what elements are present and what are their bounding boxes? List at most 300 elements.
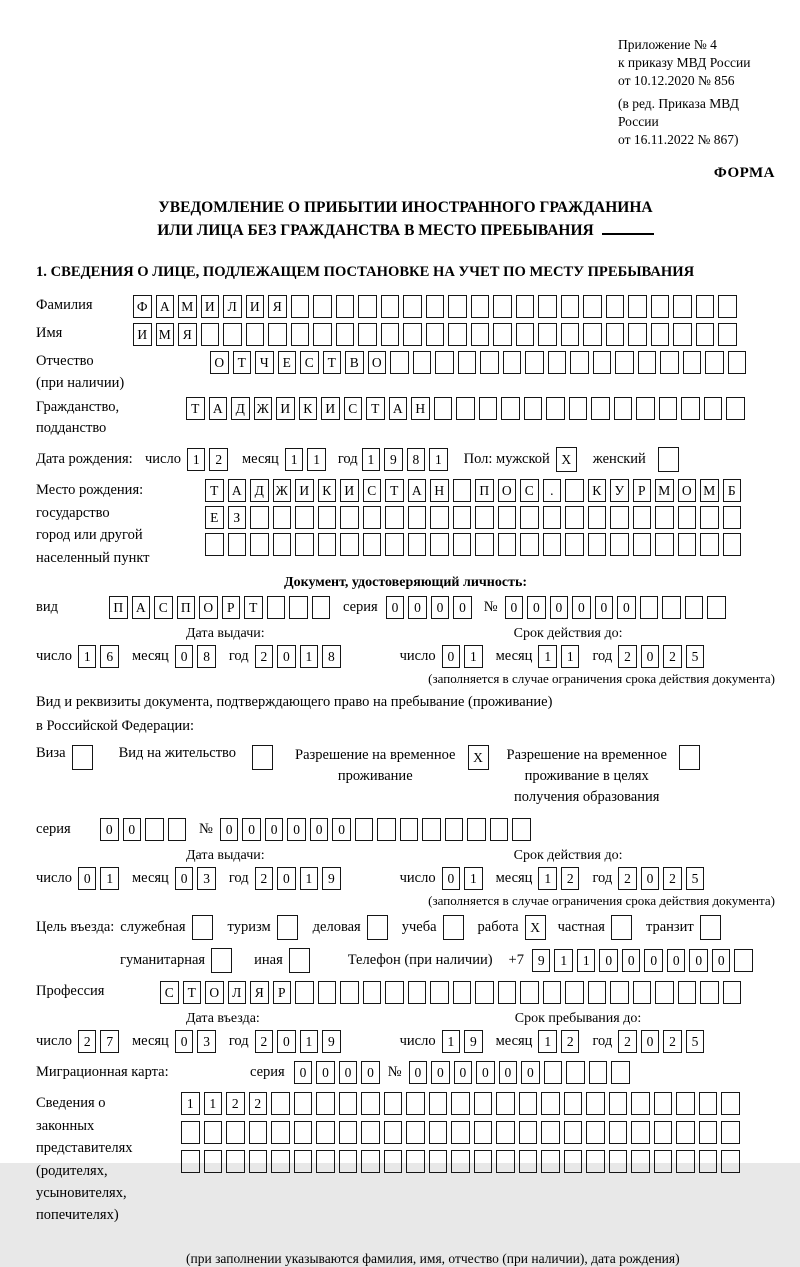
stay-day-cells[interactable]	[442, 1030, 487, 1053]
char-cell[interactable]	[451, 1092, 470, 1115]
char-cell[interactable]: А	[209, 397, 228, 420]
char-cell[interactable]	[525, 351, 544, 374]
char-cell[interactable]	[226, 1150, 245, 1173]
purpose-humanitarian-checkbox[interactable]	[211, 948, 236, 973]
char-cell[interactable]	[501, 397, 520, 420]
char-cell[interactable]: О	[498, 479, 517, 502]
char-cell[interactable]	[728, 351, 747, 374]
char-cell[interactable]	[583, 295, 602, 318]
char-cell[interactable]	[268, 323, 287, 346]
char-cell[interactable]	[546, 397, 565, 420]
char-cell[interactable]: А	[132, 596, 151, 619]
birth-month-cells[interactable]	[285, 448, 330, 471]
char-cell[interactable]	[586, 1121, 605, 1144]
char-cell[interactable]	[564, 1150, 583, 1173]
char-cell[interactable]	[363, 981, 382, 1004]
char-cell[interactable]	[633, 533, 652, 556]
mc-number-cells[interactable]	[409, 1061, 634, 1084]
char-cell[interactable]: 2	[561, 867, 580, 890]
char-cell[interactable]	[516, 323, 535, 346]
char-cell[interactable]: В	[345, 351, 364, 374]
birth-year-cells[interactable]	[362, 448, 452, 471]
char-cell[interactable]: 2	[618, 1030, 637, 1053]
valid2-month-cells[interactable]	[538, 867, 583, 890]
char-cell[interactable]: С	[520, 479, 539, 502]
char-cell[interactable]: 0	[521, 1061, 540, 1084]
char-cell[interactable]	[340, 533, 359, 556]
char-cell[interactable]: 1	[307, 448, 326, 471]
char-cell[interactable]	[658, 447, 679, 472]
char-cell[interactable]	[471, 323, 490, 346]
entry-year-cells[interactable]	[255, 1030, 345, 1053]
char-cell[interactable]	[429, 1150, 448, 1173]
char-cell[interactable]: 1	[464, 867, 483, 890]
char-cell[interactable]	[654, 1121, 673, 1144]
issue1-month-cells[interactable]	[175, 645, 220, 668]
char-cell[interactable]: 0	[641, 1030, 660, 1053]
char-cell[interactable]	[676, 1150, 695, 1173]
char-cell[interactable]	[192, 915, 213, 940]
res-number-cells[interactable]	[220, 818, 535, 841]
char-cell[interactable]: И	[133, 323, 152, 346]
char-cell[interactable]: 0	[277, 1030, 296, 1053]
char-cell[interactable]	[496, 1150, 515, 1173]
char-cell[interactable]	[679, 745, 700, 770]
char-cell[interactable]: 0	[361, 1061, 380, 1084]
char-cell[interactable]	[249, 1150, 268, 1173]
char-cell[interactable]: 2	[618, 867, 637, 890]
char-cell[interactable]: .	[543, 479, 562, 502]
char-cell[interactable]: И	[340, 479, 359, 502]
char-cell[interactable]: П	[177, 596, 196, 619]
char-cell[interactable]	[72, 745, 93, 770]
doc-series-cells[interactable]	[386, 596, 476, 619]
char-cell[interactable]	[273, 533, 292, 556]
char-cell[interactable]: 0	[242, 818, 261, 841]
char-cell[interactable]: О	[678, 479, 697, 502]
char-cell[interactable]	[660, 351, 679, 374]
char-cell[interactable]	[705, 351, 724, 374]
char-cell[interactable]	[519, 1121, 538, 1144]
visa-checkbox[interactable]	[72, 745, 97, 770]
char-cell[interactable]	[403, 295, 422, 318]
char-cell[interactable]	[496, 1092, 515, 1115]
char-cell[interactable]: Ж	[254, 397, 273, 420]
char-cell[interactable]	[271, 1150, 290, 1173]
char-cell[interactable]: 0	[453, 596, 472, 619]
char-cell[interactable]	[361, 1121, 380, 1144]
char-cell[interactable]: 1	[362, 448, 381, 471]
char-cell[interactable]	[611, 915, 632, 940]
char-cell[interactable]: 0	[431, 596, 450, 619]
entry-day-cells[interactable]	[78, 1030, 123, 1053]
char-cell[interactable]: И	[321, 397, 340, 420]
char-cell[interactable]	[340, 506, 359, 529]
char-cell[interactable]: 0	[454, 1061, 473, 1084]
char-cell[interactable]: 2	[249, 1092, 268, 1115]
char-cell[interactable]: Ч	[255, 351, 274, 374]
char-cell[interactable]: 0	[277, 645, 296, 668]
char-cell[interactable]: П	[475, 479, 494, 502]
char-cell[interactable]	[655, 533, 674, 556]
char-cell[interactable]: 1	[442, 1030, 461, 1053]
char-cell[interactable]: С	[344, 397, 363, 420]
char-cell[interactable]	[723, 981, 742, 1004]
char-cell[interactable]: Н	[430, 479, 449, 502]
char-cell[interactable]	[565, 533, 584, 556]
char-cell[interactable]	[456, 397, 475, 420]
char-cell[interactable]	[295, 981, 314, 1004]
char-cell[interactable]	[475, 533, 494, 556]
char-cell[interactable]	[681, 397, 700, 420]
char-cell[interactable]	[543, 533, 562, 556]
char-cell[interactable]: И	[295, 479, 314, 502]
char-cell[interactable]: 5	[686, 645, 705, 668]
char-cell[interactable]	[422, 818, 441, 841]
char-cell[interactable]	[381, 295, 400, 318]
char-cell[interactable]	[295, 506, 314, 529]
char-cell[interactable]: Я	[268, 295, 287, 318]
char-cell[interactable]: 0	[265, 818, 284, 841]
char-cell[interactable]	[406, 1150, 425, 1173]
char-cell[interactable]: 0	[175, 645, 194, 668]
char-cell[interactable]	[589, 1061, 608, 1084]
char-cell[interactable]: К	[588, 479, 607, 502]
char-cell[interactable]: 3	[197, 1030, 216, 1053]
char-cell[interactable]: Ж	[273, 479, 292, 502]
char-cell[interactable]	[685, 596, 704, 619]
char-cell[interactable]	[721, 1121, 740, 1144]
issue2-day-cells[interactable]	[78, 867, 123, 890]
stay-year-cells[interactable]	[618, 1030, 708, 1053]
char-cell[interactable]: 1	[181, 1092, 200, 1115]
char-cell[interactable]	[316, 1121, 335, 1144]
char-cell[interactable]	[609, 1121, 628, 1144]
mc-series-cells[interactable]	[294, 1061, 384, 1084]
char-cell[interactable]: Е	[205, 506, 224, 529]
char-cell[interactable]: 8	[197, 645, 216, 668]
char-cell[interactable]: 2	[255, 1030, 274, 1053]
char-cell[interactable]	[289, 596, 308, 619]
valid1-month-cells[interactable]	[538, 645, 583, 668]
char-cell[interactable]	[704, 397, 723, 420]
char-cell[interactable]	[566, 1061, 585, 1084]
char-cell[interactable]	[678, 981, 697, 1004]
char-cell[interactable]: А	[408, 479, 427, 502]
char-cell[interactable]: С	[363, 479, 382, 502]
char-cell[interactable]	[628, 295, 647, 318]
char-cell[interactable]	[541, 1121, 560, 1144]
char-cell[interactable]	[700, 506, 719, 529]
char-cell[interactable]: Р	[273, 981, 292, 1004]
char-cell[interactable]: 0	[689, 949, 708, 972]
char-cell[interactable]	[406, 1092, 425, 1115]
valid2-year-cells[interactable]	[618, 867, 708, 890]
char-cell[interactable]	[252, 745, 273, 770]
issue1-year-cells[interactable]	[255, 645, 345, 668]
birth-place-row1-cells[interactable]	[205, 479, 745, 502]
purpose-other-checkbox[interactable]	[289, 948, 314, 973]
char-cell[interactable]	[211, 948, 232, 973]
char-cell[interactable]	[676, 1092, 695, 1115]
char-cell[interactable]: 1	[78, 645, 97, 668]
char-cell[interactable]: 0	[442, 867, 461, 890]
char-cell[interactable]	[145, 818, 164, 841]
char-cell[interactable]	[588, 981, 607, 1004]
char-cell[interactable]: 5	[686, 867, 705, 890]
char-cell[interactable]: 1	[300, 867, 319, 890]
char-cell[interactable]	[313, 323, 332, 346]
char-cell[interactable]: Я	[250, 981, 269, 1004]
char-cell[interactable]: А	[228, 479, 247, 502]
char-cell[interactable]	[250, 533, 269, 556]
char-cell[interactable]	[699, 1121, 718, 1144]
char-cell[interactable]: С	[300, 351, 319, 374]
char-cell[interactable]: 0	[332, 818, 351, 841]
char-cell[interactable]	[610, 506, 629, 529]
char-cell[interactable]	[659, 397, 678, 420]
char-cell[interactable]: 0	[277, 867, 296, 890]
char-cell[interactable]: Р	[222, 596, 241, 619]
char-cell[interactable]	[541, 1092, 560, 1115]
char-cell[interactable]	[340, 981, 359, 1004]
char-cell[interactable]: Б	[723, 479, 742, 502]
char-cell[interactable]	[474, 1150, 493, 1173]
char-cell[interactable]: П	[109, 596, 128, 619]
char-cell[interactable]	[683, 351, 702, 374]
char-cell[interactable]: М	[178, 295, 197, 318]
char-cell[interactable]: 0	[386, 596, 405, 619]
char-cell[interactable]	[524, 397, 543, 420]
char-cell[interactable]	[453, 981, 472, 1004]
char-cell[interactable]	[541, 1150, 560, 1173]
char-cell[interactable]	[520, 506, 539, 529]
sex-male-checkbox[interactable]	[556, 447, 581, 472]
purpose-business-checkbox[interactable]	[192, 915, 217, 940]
char-cell[interactable]	[593, 351, 612, 374]
char-cell[interactable]	[204, 1121, 223, 1144]
char-cell[interactable]: Е	[278, 351, 297, 374]
char-cell[interactable]: 0	[294, 1061, 313, 1084]
char-cell[interactable]	[453, 533, 472, 556]
char-cell[interactable]: Д	[250, 479, 269, 502]
char-cell[interactable]	[609, 1150, 628, 1173]
purpose-commercial-checkbox[interactable]	[367, 915, 392, 940]
char-cell[interactable]: 0	[220, 818, 239, 841]
char-cell[interactable]	[564, 1092, 583, 1115]
char-cell[interactable]: 0	[100, 818, 119, 841]
char-cell[interactable]: И	[201, 295, 220, 318]
valid2-day-cells[interactable]	[442, 867, 487, 890]
char-cell[interactable]: 1	[300, 645, 319, 668]
char-cell[interactable]	[633, 506, 652, 529]
temp-permit-checkbox[interactable]	[468, 745, 493, 770]
char-cell[interactable]	[355, 818, 374, 841]
char-cell[interactable]: 0	[622, 949, 641, 972]
char-cell[interactable]	[294, 1121, 313, 1144]
char-cell[interactable]	[610, 981, 629, 1004]
char-cell[interactable]	[631, 1150, 650, 1173]
char-cell[interactable]	[204, 1150, 223, 1173]
char-cell[interactable]	[318, 981, 337, 1004]
char-cell[interactable]: С	[160, 981, 179, 1004]
char-cell[interactable]	[318, 533, 337, 556]
char-cell[interactable]	[358, 295, 377, 318]
char-cell[interactable]	[570, 351, 589, 374]
char-cell[interactable]: И	[246, 295, 265, 318]
birth-place-row2-cells[interactable]	[205, 506, 745, 529]
char-cell[interactable]	[181, 1150, 200, 1173]
representatives-row1-cells[interactable]	[181, 1092, 744, 1115]
purpose-study-checkbox[interactable]	[443, 915, 468, 940]
char-cell[interactable]	[583, 323, 602, 346]
birth-place-row3-cells[interactable]	[205, 533, 745, 556]
char-cell[interactable]	[631, 1121, 650, 1144]
char-cell[interactable]: Л	[228, 981, 247, 1004]
char-cell[interactable]: 0	[123, 818, 142, 841]
char-cell[interactable]: Т	[205, 479, 224, 502]
char-cell[interactable]: 2	[618, 645, 637, 668]
char-cell[interactable]: Н	[411, 397, 430, 420]
char-cell[interactable]	[313, 295, 332, 318]
char-cell[interactable]	[408, 533, 427, 556]
char-cell[interactable]	[318, 506, 337, 529]
char-cell[interactable]: 0	[667, 949, 686, 972]
char-cell[interactable]	[458, 351, 477, 374]
char-cell[interactable]	[564, 1121, 583, 1144]
char-cell[interactable]	[430, 981, 449, 1004]
char-cell[interactable]: Т	[366, 397, 385, 420]
char-cell[interactable]: 1	[100, 867, 119, 890]
char-cell[interactable]: 0	[431, 1061, 450, 1084]
phone-cells[interactable]	[532, 949, 757, 972]
char-cell[interactable]	[561, 323, 580, 346]
char-cell[interactable]	[565, 506, 584, 529]
char-cell[interactable]: 1	[538, 867, 557, 890]
char-cell[interactable]: 9	[532, 949, 551, 972]
char-cell[interactable]	[516, 295, 535, 318]
char-cell[interactable]: 0	[617, 596, 636, 619]
char-cell[interactable]	[591, 397, 610, 420]
purpose-private-checkbox[interactable]	[611, 915, 636, 940]
res-series-cells[interactable]	[100, 818, 190, 841]
char-cell[interactable]: 1	[538, 645, 557, 668]
char-cell[interactable]: 0	[476, 1061, 495, 1084]
char-cell[interactable]	[385, 506, 404, 529]
char-cell[interactable]: Я	[178, 323, 197, 346]
char-cell[interactable]	[569, 397, 588, 420]
char-cell[interactable]: 0	[316, 1061, 335, 1084]
char-cell[interactable]: X	[468, 745, 489, 770]
char-cell[interactable]	[448, 295, 467, 318]
char-cell[interactable]	[565, 981, 584, 1004]
char-cell[interactable]: Л	[223, 295, 242, 318]
char-cell[interactable]	[205, 533, 224, 556]
char-cell[interactable]	[223, 323, 242, 346]
char-cell[interactable]	[721, 1092, 740, 1115]
char-cell[interactable]: 2	[663, 645, 682, 668]
char-cell[interactable]: 0	[175, 867, 194, 890]
char-cell[interactable]	[480, 351, 499, 374]
char-cell[interactable]	[498, 533, 517, 556]
purpose-tourism-checkbox[interactable]	[277, 915, 302, 940]
char-cell[interactable]	[678, 533, 697, 556]
char-cell[interactable]	[699, 1150, 718, 1173]
char-cell[interactable]	[696, 323, 715, 346]
char-cell[interactable]	[400, 818, 419, 841]
residence-permit-checkbox[interactable]	[252, 745, 277, 770]
doc-type-cells[interactable]	[109, 596, 334, 619]
char-cell[interactable]	[723, 506, 742, 529]
char-cell[interactable]: 0	[527, 596, 546, 619]
char-cell[interactable]	[543, 506, 562, 529]
char-cell[interactable]	[662, 596, 681, 619]
char-cell[interactable]	[271, 1121, 290, 1144]
char-cell[interactable]	[586, 1092, 605, 1115]
char-cell[interactable]	[520, 981, 539, 1004]
char-cell[interactable]	[538, 323, 557, 346]
char-cell[interactable]: 9	[464, 1030, 483, 1053]
char-cell[interactable]	[718, 323, 737, 346]
char-cell[interactable]: О	[205, 981, 224, 1004]
char-cell[interactable]	[615, 351, 634, 374]
char-cell[interactable]	[475, 506, 494, 529]
char-cell[interactable]: 1	[187, 448, 206, 471]
char-cell[interactable]	[606, 295, 625, 318]
char-cell[interactable]: 9	[322, 1030, 341, 1053]
char-cell[interactable]	[673, 323, 692, 346]
char-cell[interactable]	[538, 295, 557, 318]
char-cell[interactable]	[271, 1092, 290, 1115]
char-cell[interactable]: 2	[226, 1092, 245, 1115]
citizenship-cells[interactable]	[186, 397, 749, 420]
edu-permit-checkbox[interactable]	[679, 745, 704, 770]
char-cell[interactable]	[651, 295, 670, 318]
char-cell[interactable]: 0	[505, 596, 524, 619]
char-cell[interactable]: Т	[186, 397, 205, 420]
char-cell[interactable]	[467, 818, 486, 841]
char-cell[interactable]: 0	[550, 596, 569, 619]
char-cell[interactable]	[316, 1092, 335, 1115]
char-cell[interactable]: 2	[561, 1030, 580, 1053]
char-cell[interactable]: 0	[175, 1030, 194, 1053]
char-cell[interactable]: А	[156, 295, 175, 318]
char-cell[interactable]	[561, 295, 580, 318]
char-cell[interactable]	[498, 506, 517, 529]
char-cell[interactable]: 0	[310, 818, 329, 841]
char-cell[interactable]: 1	[300, 1030, 319, 1053]
char-cell[interactable]	[426, 323, 445, 346]
char-cell[interactable]	[403, 323, 422, 346]
char-cell[interactable]	[543, 981, 562, 1004]
char-cell[interactable]	[544, 1061, 563, 1084]
char-cell[interactable]	[445, 818, 464, 841]
char-cell[interactable]	[734, 949, 753, 972]
char-cell[interactable]: 2	[209, 448, 228, 471]
char-cell[interactable]	[361, 1092, 380, 1115]
char-cell[interactable]	[429, 1121, 448, 1144]
char-cell[interactable]	[721, 1150, 740, 1173]
char-cell[interactable]: 8	[407, 448, 426, 471]
char-cell[interactable]: Т	[244, 596, 263, 619]
char-cell[interactable]	[289, 948, 310, 973]
char-cell[interactable]	[226, 1121, 245, 1144]
char-cell[interactable]	[678, 506, 697, 529]
char-cell[interactable]	[490, 818, 509, 841]
char-cell[interactable]	[718, 295, 737, 318]
char-cell[interactable]	[339, 1150, 358, 1173]
char-cell[interactable]	[430, 533, 449, 556]
